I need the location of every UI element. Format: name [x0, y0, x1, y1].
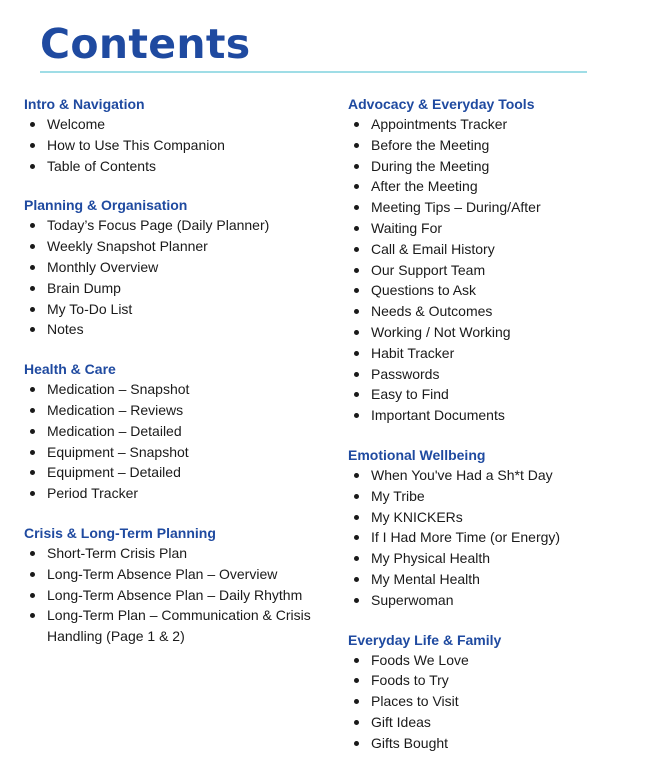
section-heading: Planning & Organisation: [24, 197, 188, 214]
toc-entry: How to Use This Companion: [24, 135, 324, 156]
toc-entry: During the Meeting: [348, 156, 638, 177]
toc-entry: If I Had More Time (or Energy): [348, 527, 638, 548]
toc-entry: My Mental Health: [348, 569, 638, 590]
toc-entry: Our Support Team: [348, 260, 638, 281]
toc-section: [348, 445, 638, 611]
toc-entry: Equipment – Detailed: [24, 462, 324, 483]
toc-entry: Medication – Reviews: [24, 400, 324, 421]
toc-entry: Foods We Love: [348, 650, 638, 671]
toc-section: [24, 195, 324, 340]
section-heading: Intro & Navigation: [24, 96, 145, 112]
section-item-list: [24, 114, 324, 176]
toc-section: [24, 359, 324, 504]
toc-entry: Brain Dump: [24, 278, 324, 299]
toc-entry: Medication – Detailed: [24, 421, 324, 442]
toc-entry: Notes: [24, 319, 324, 340]
section-heading: Health & Care: [24, 361, 116, 378]
toc-entry: Waiting For: [348, 218, 638, 239]
section-heading: Everyday Life & Family: [348, 631, 502, 648]
page-title: Contents: [40, 20, 251, 68]
toc-entry: After the Meeting: [348, 176, 638, 197]
section-item-list: [348, 650, 638, 754]
title-divider: [40, 71, 587, 73]
toc-entry: Gift Ideas: [348, 712, 638, 733]
left-column: [24, 94, 324, 666]
toc-entry: Needs & Outcomes: [348, 301, 638, 322]
section-item-list: [24, 543, 324, 647]
section-heading: Emotional Wellbeing: [348, 446, 486, 463]
section-item-list: [348, 114, 638, 426]
toc-entry: My Tribe: [348, 486, 638, 507]
toc-section: [24, 523, 324, 647]
toc-section: [348, 94, 638, 426]
toc-section: [348, 630, 638, 754]
section-item-list: [24, 379, 324, 504]
toc-entry: Long-Term Plan – Communication & Crisis Handling (Page 1 & 2): [24, 605, 324, 647]
toc-entry: Welcome: [24, 114, 324, 135]
toc-entry: Equipment – Snapshot: [24, 442, 324, 463]
toc-entry: My Physical Health: [348, 548, 638, 569]
toc-entry: Appointments Tracker: [348, 114, 638, 135]
toc-entry: Gifts Bought: [348, 733, 638, 754]
toc-entry: Table of Contents: [24, 156, 324, 177]
toc-entry: Passwords: [348, 364, 638, 385]
section-heading: Crisis & Long-Term Planning: [24, 524, 216, 541]
toc-entry: Long-Term Absence Plan – Daily Rhythm: [24, 585, 324, 606]
toc-entry: Short-Term Crisis Plan: [24, 543, 324, 564]
toc-entry: My To-Do List: [24, 299, 324, 320]
toc-entry: Meeting Tips – During/After: [348, 197, 638, 218]
toc-entry: Weekly Snapshot Planner: [24, 236, 324, 257]
toc-entry: Monthly Overview: [24, 257, 324, 278]
right-column: [348, 94, 638, 773]
toc-entry: Easy to Find: [348, 384, 638, 405]
toc-entry: Habit Tracker: [348, 343, 638, 364]
toc-entry: Call & Email History: [348, 239, 638, 260]
toc-entry: When You've Had a Sh*t Day: [348, 465, 638, 486]
toc-entry: Before the Meeting: [348, 135, 638, 156]
toc-section: [24, 94, 324, 176]
toc-entry: My KNICKERs: [348, 507, 638, 528]
section-item-list: [348, 465, 638, 611]
toc-entry: Period Tracker: [24, 483, 324, 504]
section-item-list: [24, 215, 324, 340]
toc-entry: Places to Visit: [348, 691, 638, 712]
toc-entry: Questions to Ask: [348, 280, 638, 301]
toc-entry: Long-Term Absence Plan – Overview: [24, 564, 324, 585]
toc-entry: Medication – Snapshot: [24, 379, 324, 400]
toc-entry: Foods to Try: [348, 670, 638, 691]
toc-entry: Superwoman: [348, 590, 638, 611]
toc-entry: Working / Not Working: [348, 322, 638, 343]
toc-entry: Today’s Focus Page (Daily Planner): [24, 215, 324, 236]
toc-entry: Important Documents: [348, 405, 638, 426]
section-heading: Advocacy & Everyday Tools: [348, 96, 535, 112]
